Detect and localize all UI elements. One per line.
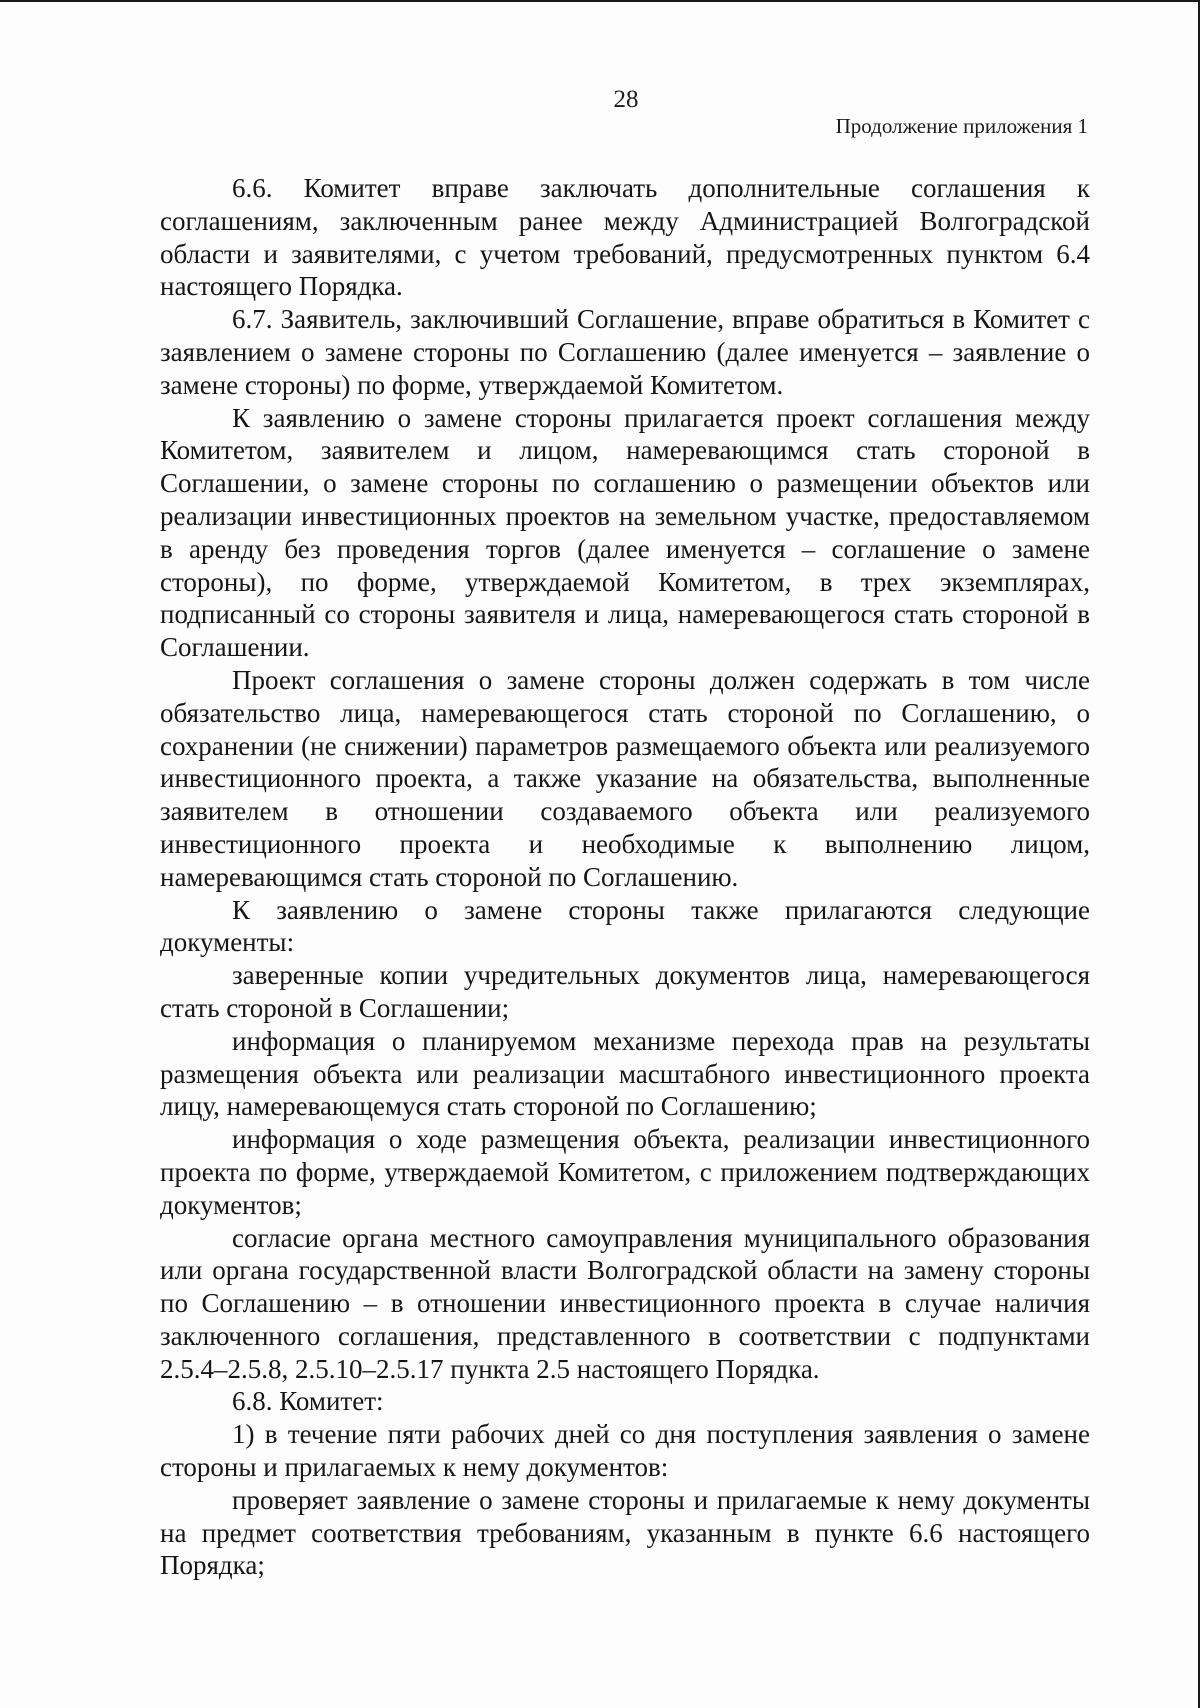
continuation-label: Продолжение приложения 1 (835, 114, 1088, 138)
paragraph-6-6: 6.6. Комитет вправе заключать дополнительные соглашения к соглашениям, заключенным ранее между Администрацией Волгоградской области и заявителями, с учетом требований, предусмотренных пунктом 6.4 настоящего Порядка. (160, 173, 1090, 302)
list-item-progress-info: информация о ходе размещения объекта, реализации инвестиционного проекта по форме, утверждаемой Комитетом, с приложением подтверждающих документов; (160, 1124, 1090, 1220)
paragraph-6-8: 6.8. Комитет: (232, 1386, 384, 1417)
document-body (160, 172, 1090, 1582)
page-number: 28 (613, 86, 639, 113)
list-item-transfer-mechanism: информация о планируемом механизме перехода прав на результаты размещения объекта или реализации масштабного инвестиционного проекта лицу, намеревающемуся стать стороной по Соглашению; (160, 1025, 1090, 1122)
paragraph-6-7: 6.7. Заявитель, заключивший Соглашение, вправе обратиться в Комитет с заявлением о замене стороны по Соглашению (далее именуется – заявление о замене стороны) по форме, утверждаемой Комитетом. (160, 304, 1090, 400)
list-item-five-days: 1) в течение пяти рабочих дней со дня поступления заявления о замене стороны и прилагаемых к нему документов: (160, 1419, 1090, 1483)
paragraph-documents-intro: К заявлению о замене стороны также прилагаются следующие документы: (160, 894, 1090, 958)
paragraph-project-contents: Проект соглашения о замене стороны должен содержать в том числе обязательство лица, намеревающегося стать стороной по Соглашению, о сохранении (не снижении) параметров размещаемого объекта или реализуемого инвестиционного проекта, а также указание на обязательства, выполненные заявителем в отношении создаваемого объекта или реализуемого инвестиционного проекта и необходимые к выполнению лицом, намеревающимся стать стороной по Соглашению. (160, 664, 1090, 892)
list-item-checks-application: проверяет заявление о замене стороны и прилагаемые к нему документы на предмет соответствия требованиям, указанным в пункте 6.6 настоящего Порядка; (160, 1484, 1090, 1581)
paragraph-attachment-project: К заявлению о замене стороны прилагается проект соглашения между Комитетом, заявителем и лицом, намеревающимся стать стороной в Соглашении, о замене стороны по соглашению о размещении объектов или реализации инвестиционных проектов на земельном участке, предоставляемом в аренду без проведения торгов (далее именуется – соглашение о замене стороны), по форме, утверждаемой Комитетом, в трех экземплярах, подписанный со стороны заявителя и лица, намеревающегося стать стороной в Соглашении. (160, 402, 1090, 663)
list-item-founding-documents: заверенные копии учредительных документов лица, намеревающегося стать стороной в Соглашении; (160, 960, 1090, 1023)
list-item-authority-consent: согласие органа местного самоуправления муниципального образования или органа государственной власти Волгоградской области на замену стороны по Соглашению – в отношении инвестиционного проекта в случае наличия заключенного соглашения, представленного в соответствии с подпунктами 2.5.4–2.5.8, 2.5.10–2.5.17 пункта 2.5 настоящего Порядка. (160, 1222, 1090, 1384)
